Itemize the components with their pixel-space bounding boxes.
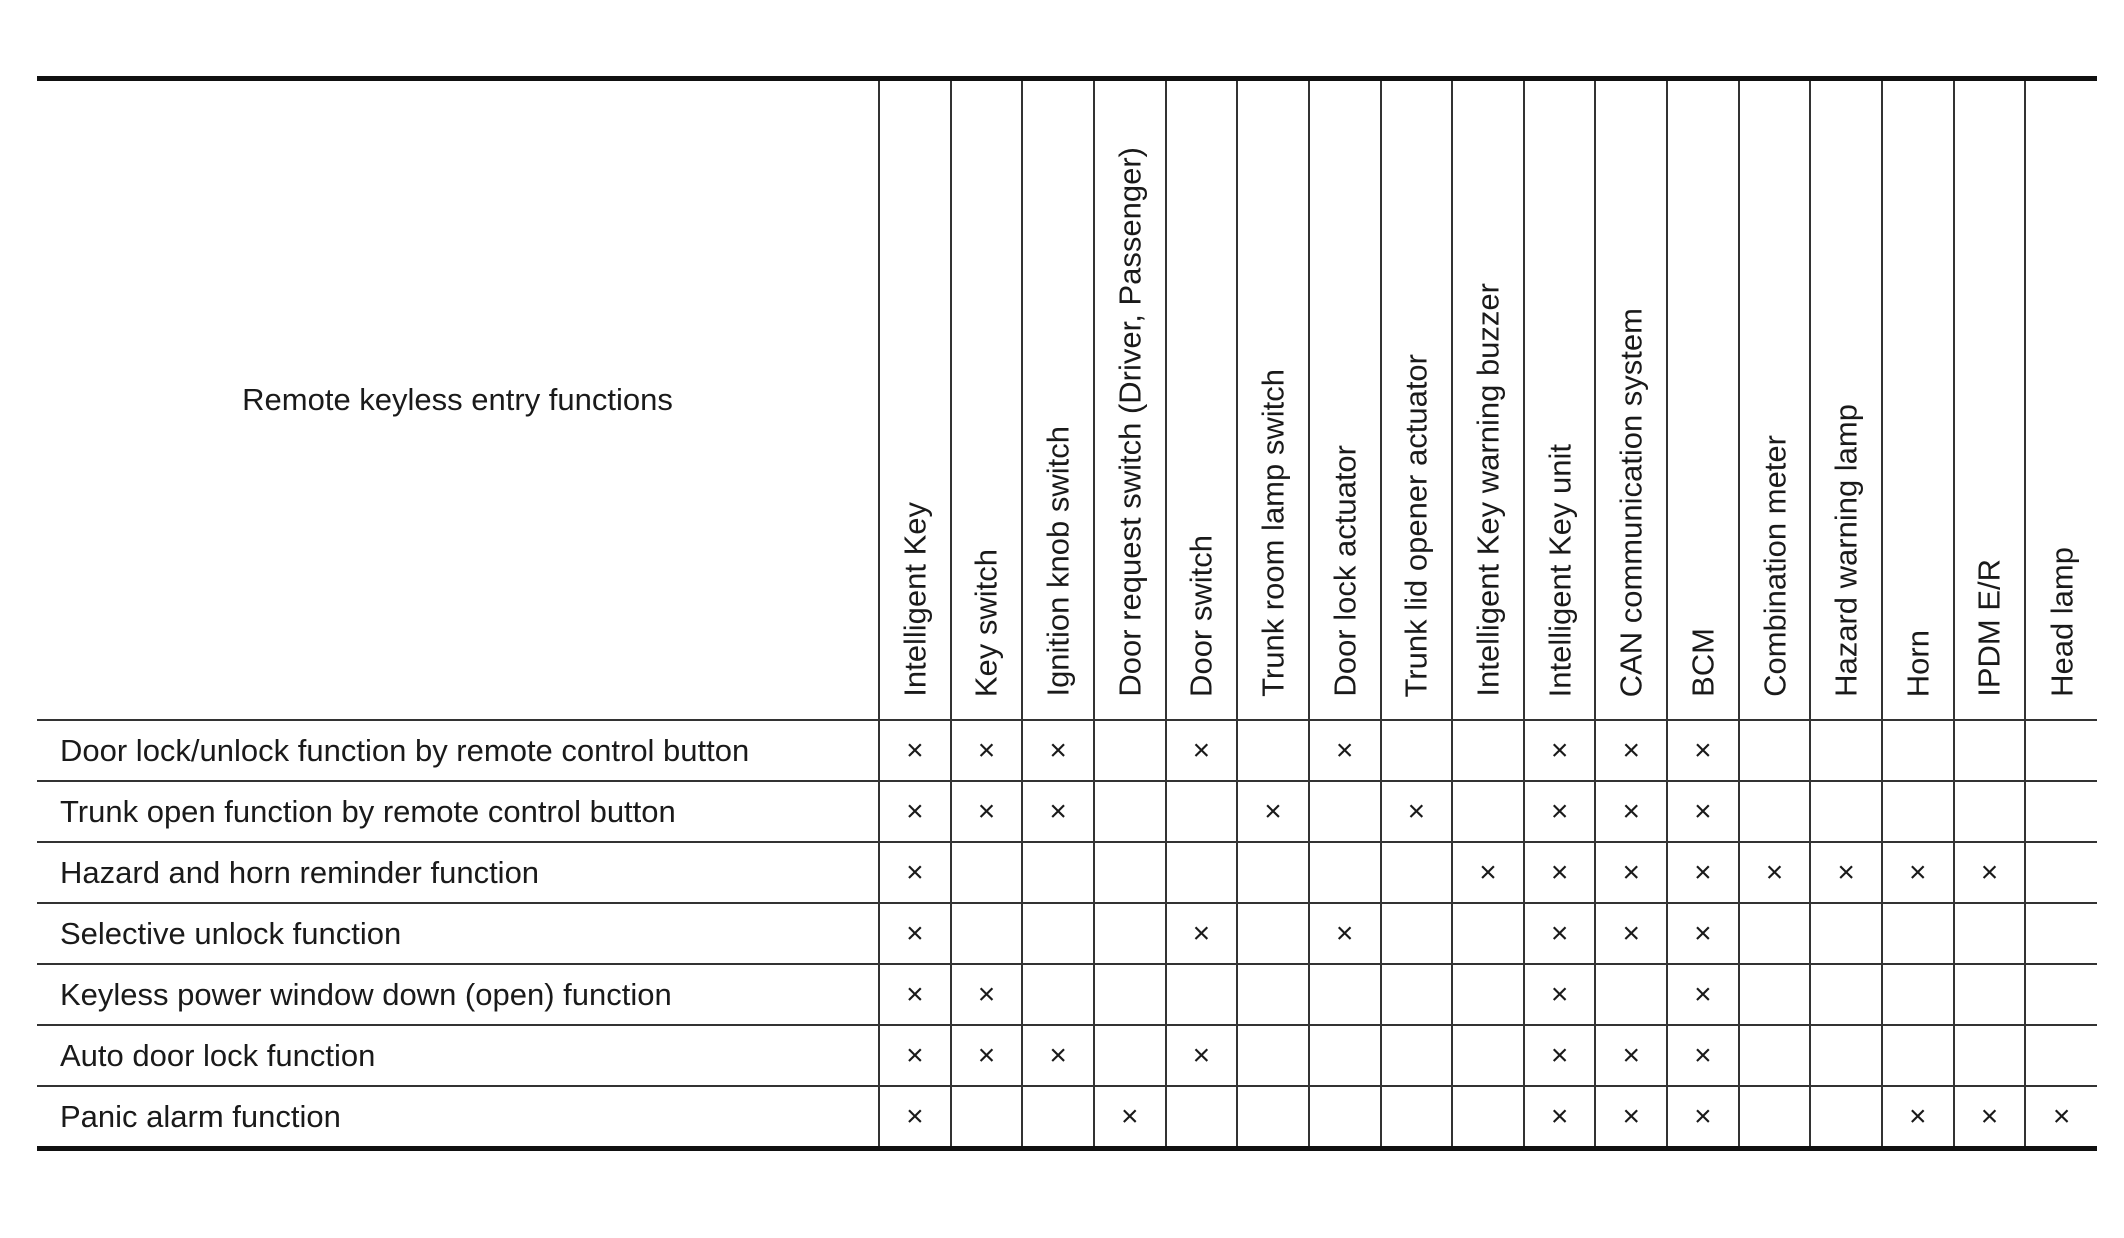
empty-cell — [1810, 1086, 1882, 1149]
table-row — [37, 903, 2097, 964]
check-mark-cell: × — [1954, 1086, 2026, 1149]
empty-cell — [1166, 842, 1238, 903]
check-mark-cell: × — [1381, 781, 1453, 842]
empty-cell — [1237, 720, 1309, 781]
empty-cell — [1237, 1025, 1309, 1086]
empty-cell — [1022, 903, 1094, 964]
column-header — [1094, 79, 1166, 721]
check-mark-cell: × — [1022, 720, 1094, 781]
column-header-label: CAN communication system — [1613, 307, 1649, 697]
empty-cell — [1739, 1025, 1811, 1086]
empty-cell — [1595, 964, 1667, 1025]
empty-cell — [1810, 964, 1882, 1025]
check-mark-cell: × — [1595, 1025, 1667, 1086]
column-header-label: Intelligent Key warning buzzer — [1470, 283, 1506, 697]
empty-cell — [2025, 964, 2097, 1025]
empty-cell — [1882, 903, 1954, 964]
empty-cell — [1452, 903, 1524, 964]
function-table-container — [37, 76, 2097, 1151]
check-mark-cell: × — [879, 1025, 951, 1086]
empty-cell — [2025, 903, 2097, 964]
check-mark-cell: × — [1309, 720, 1381, 781]
empty-cell — [1810, 903, 1882, 964]
empty-cell — [1309, 1086, 1381, 1149]
empty-cell — [1166, 1086, 1238, 1149]
check-mark-cell: × — [1595, 1086, 1667, 1149]
empty-cell — [1452, 781, 1524, 842]
check-mark-cell: × — [879, 781, 951, 842]
empty-cell — [1739, 964, 1811, 1025]
empty-cell — [1954, 720, 2026, 781]
column-header — [1309, 79, 1381, 721]
check-mark-cell: × — [1524, 903, 1596, 964]
check-mark-cell: × — [951, 720, 1023, 781]
column-header — [1524, 79, 1596, 721]
check-mark-cell: × — [1524, 720, 1596, 781]
column-header-label: Trunk room lamp switch — [1255, 369, 1291, 697]
column-header-label: Hazard warning lamp — [1828, 404, 1864, 697]
function-label: Panic alarm function — [37, 1086, 879, 1149]
empty-cell — [1022, 964, 1094, 1025]
empty-cell — [1882, 964, 1954, 1025]
column-header-label: Horn — [1900, 629, 1936, 697]
empty-cell — [1954, 781, 2026, 842]
check-mark-cell: × — [1954, 842, 2026, 903]
check-mark-cell: × — [1595, 720, 1667, 781]
check-mark-cell: × — [1094, 1086, 1166, 1149]
empty-cell — [1739, 781, 1811, 842]
empty-cell — [1739, 1086, 1811, 1149]
empty-cell — [2025, 781, 2097, 842]
empty-cell — [1381, 842, 1453, 903]
column-header-label: Ignition knob switch — [1040, 426, 1076, 697]
check-mark-cell: × — [1667, 720, 1739, 781]
empty-cell — [2025, 1025, 2097, 1086]
empty-cell — [1452, 964, 1524, 1025]
check-mark-cell: × — [1237, 781, 1309, 842]
empty-cell — [1094, 1025, 1166, 1086]
table-row — [37, 964, 2097, 1025]
empty-cell — [1381, 1086, 1453, 1149]
column-header — [1237, 79, 1309, 721]
empty-cell — [1452, 1086, 1524, 1149]
function-label: Auto door lock function — [37, 1025, 879, 1086]
empty-cell — [1954, 964, 2026, 1025]
column-header — [1381, 79, 1453, 721]
column-header-label: Door switch — [1183, 535, 1219, 697]
empty-cell — [1094, 903, 1166, 964]
empty-cell — [1739, 720, 1811, 781]
check-mark-cell: × — [1166, 903, 1238, 964]
empty-cell — [1810, 720, 1882, 781]
check-mark-cell: × — [879, 720, 951, 781]
empty-cell — [1022, 842, 1094, 903]
check-mark-cell: × — [879, 903, 951, 964]
column-header — [2025, 79, 2097, 721]
empty-cell — [1237, 1086, 1309, 1149]
check-mark-cell: × — [879, 964, 951, 1025]
table-row — [37, 1086, 2097, 1149]
check-mark-cell: × — [1022, 781, 1094, 842]
function-label: Hazard and horn reminder function — [37, 842, 879, 903]
table-row — [37, 1025, 2097, 1086]
check-mark-cell: × — [1667, 964, 1739, 1025]
check-mark-cell: × — [2025, 1086, 2097, 1149]
column-header-label: Key switch — [968, 548, 1004, 697]
empty-cell — [1237, 842, 1309, 903]
check-mark-cell: × — [1524, 1025, 1596, 1086]
column-header-label: Head lamp — [2044, 547, 2080, 697]
empty-cell — [1166, 964, 1238, 1025]
check-mark-cell: × — [1667, 781, 1739, 842]
empty-cell — [1166, 781, 1238, 842]
empty-cell — [1381, 720, 1453, 781]
empty-cell — [1739, 903, 1811, 964]
table-title: Remote keyless entry functions — [37, 79, 879, 721]
check-mark-cell: × — [1166, 720, 1238, 781]
empty-cell — [1094, 781, 1166, 842]
function-label: Trunk open function by remote control button — [37, 781, 879, 842]
column-header — [1452, 79, 1524, 721]
column-header — [879, 79, 951, 721]
empty-cell — [1810, 1025, 1882, 1086]
empty-cell — [1094, 842, 1166, 903]
empty-cell — [1309, 842, 1381, 903]
function-table — [37, 76, 2097, 1151]
empty-cell — [1452, 720, 1524, 781]
check-mark-cell: × — [1022, 1025, 1094, 1086]
empty-cell — [951, 1086, 1023, 1149]
empty-cell — [951, 842, 1023, 903]
check-mark-cell: × — [1524, 964, 1596, 1025]
function-label: Keyless power window down (open) function — [37, 964, 879, 1025]
empty-cell — [1954, 903, 2026, 964]
empty-cell — [1882, 781, 1954, 842]
column-header-label: Door request switch (Driver, Passenger) — [1112, 147, 1148, 697]
empty-cell — [1882, 1025, 1954, 1086]
empty-cell — [1381, 903, 1453, 964]
empty-cell — [1810, 781, 1882, 842]
empty-cell — [1309, 1025, 1381, 1086]
empty-cell — [1381, 1025, 1453, 1086]
check-mark-cell: × — [1452, 842, 1524, 903]
column-header-label: BCM — [1685, 628, 1721, 697]
check-mark-cell: × — [1166, 1025, 1238, 1086]
empty-cell — [1309, 964, 1381, 1025]
column-header — [1882, 79, 1954, 721]
check-mark-cell: × — [951, 964, 1023, 1025]
check-mark-cell: × — [1882, 1086, 1954, 1149]
check-mark-cell: × — [1882, 842, 1954, 903]
check-mark-cell: × — [1595, 781, 1667, 842]
column-header-label: IPDM E/R — [1971, 559, 2007, 697]
empty-cell — [1094, 964, 1166, 1025]
column-header — [1667, 79, 1739, 721]
empty-cell — [1237, 964, 1309, 1025]
check-mark-cell: × — [1524, 842, 1596, 903]
check-mark-cell: × — [951, 1025, 1023, 1086]
check-mark-cell: × — [1667, 1086, 1739, 1149]
column-header — [1810, 79, 1882, 721]
check-mark-cell: × — [1667, 1025, 1739, 1086]
column-header-label: Trunk lid opener actuator — [1398, 353, 1434, 697]
empty-cell — [1882, 720, 1954, 781]
column-header-label: Intelligent Key — [897, 502, 933, 697]
column-header-label: Intelligent Key unit — [1542, 443, 1578, 697]
empty-cell — [1954, 1025, 2026, 1086]
column-header — [1166, 79, 1238, 721]
column-header — [1954, 79, 2026, 721]
table-row — [37, 720, 2097, 781]
empty-cell — [2025, 842, 2097, 903]
empty-cell — [1452, 1025, 1524, 1086]
empty-cell — [2025, 720, 2097, 781]
empty-cell — [1309, 781, 1381, 842]
column-header — [1022, 79, 1094, 721]
empty-cell — [951, 903, 1023, 964]
column-header — [1595, 79, 1667, 721]
table-body — [37, 720, 2097, 1149]
column-header — [1739, 79, 1811, 721]
column-header-label: Door lock actuator — [1327, 445, 1363, 697]
header-row — [37, 79, 2097, 721]
check-mark-cell: × — [1667, 842, 1739, 903]
check-mark-cell: × — [879, 1086, 951, 1149]
check-mark-cell: × — [1595, 842, 1667, 903]
check-mark-cell: × — [1667, 903, 1739, 964]
empty-cell — [1094, 720, 1166, 781]
empty-cell — [1237, 903, 1309, 964]
column-header — [951, 79, 1023, 721]
table-row — [37, 842, 2097, 903]
check-mark-cell: × — [1739, 842, 1811, 903]
empty-cell — [1381, 964, 1453, 1025]
check-mark-cell: × — [1595, 903, 1667, 964]
check-mark-cell: × — [951, 781, 1023, 842]
table-row — [37, 781, 2097, 842]
table-header — [37, 79, 2097, 721]
check-mark-cell: × — [1524, 1086, 1596, 1149]
check-mark-cell: × — [1810, 842, 1882, 903]
function-label: Door lock/unlock function by remote control button — [37, 720, 879, 781]
column-header-label: Combination meter — [1757, 435, 1793, 697]
check-mark-cell: × — [1524, 781, 1596, 842]
function-label: Selective unlock function — [37, 903, 879, 964]
check-mark-cell: × — [879, 842, 951, 903]
check-mark-cell: × — [1309, 903, 1381, 964]
empty-cell — [1022, 1086, 1094, 1149]
